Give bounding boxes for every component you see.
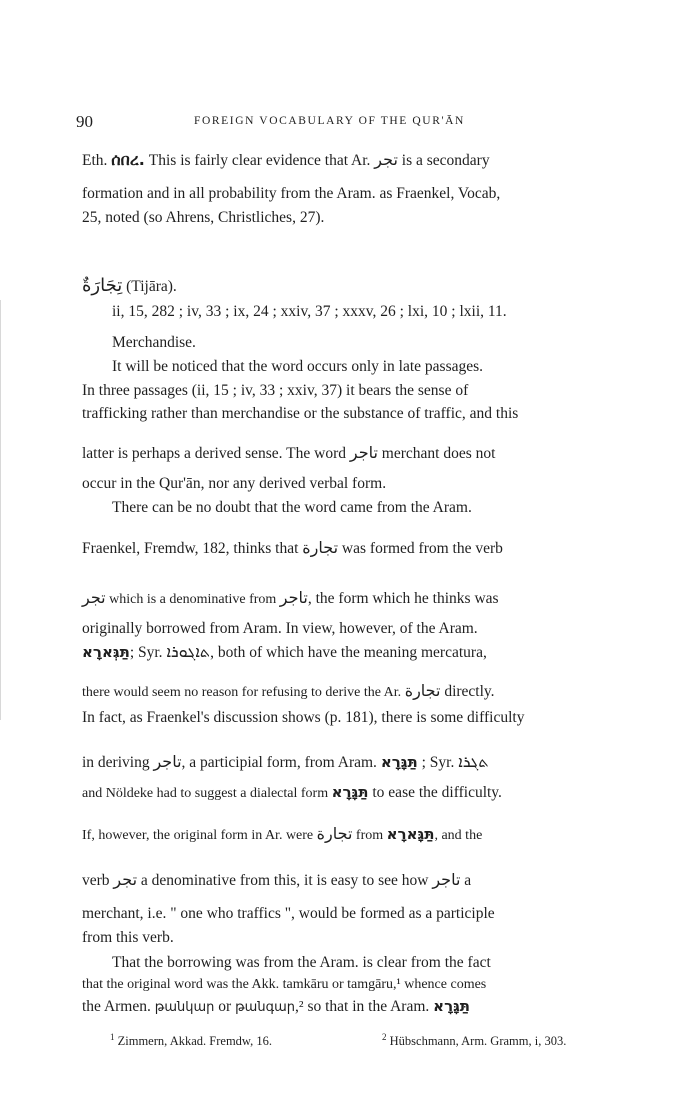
para-line-1: It will be noticed that the word occurs only in late passages. — [112, 358, 484, 375]
para-line-3: trafficking rather than merchandise or the substance of traffic, and this — [82, 405, 519, 422]
ethiopic-word: ሰበረ. — [111, 150, 145, 169]
para-line-20: that the original word was the Akk. tamkāru or tamgāru,¹ whence comes — [82, 977, 487, 992]
para-line-2: In three passages (ii, 15 ; iv, 33 ; xxiv, 37) it bears the sense of — [82, 382, 469, 399]
text-line-3: 25, noted (so Ahrens, Christliches, 27). — [82, 209, 325, 226]
para-line-19: That the borrowing was from the Aram. is clear from the fact — [112, 954, 491, 971]
page-edge-shadow — [0, 300, 1, 720]
text-line-1: Eth. ሰበረ. This is fairly clear evidence that Ar. تجر is a secondary — [82, 150, 490, 169]
headword-arabic: تِجَارَةٌ — [82, 275, 123, 296]
footnote-2: $^2$ Hübschmann, Arm. Gramm, i, 303. — [382, 1032, 567, 1049]
gloss: Merchandise. — [112, 334, 196, 351]
headword-transliteration: (Tijāra). — [126, 278, 177, 295]
arabic-word: تجر — [374, 150, 398, 169]
para-line-4: latter is perhaps a derived sense. The word تاجر merchant does not — [82, 443, 496, 462]
para-line-9: originally borrowed from Aram. In view, however, of the Aram. — [82, 620, 478, 637]
para-line-8: تجر which is a denominative from تاجر, the form which he thinks was — [82, 588, 499, 607]
para-line-13: in deriving تاجر, a participial form, from Aram. תַּגָּרָא ; Syr. ܬܓܪܐ — [82, 752, 489, 771]
para-line-21: the Armen. թանկար or թանգար,² so that in the Aram. תַּגָּרָא — [82, 997, 471, 1015]
page-number: 90 — [76, 112, 93, 131]
para-line-6: There can be no doubt that the word came from the Aram. — [112, 499, 472, 516]
para-line-10: תַּגְּארָא; Syr. ܬܐܓܘܪܐ, both of which have the meaning mercatura, — [82, 642, 487, 661]
para-line-17: merchant, i.e. " one who traffics ", would be formed as a participle — [82, 905, 495, 922]
para-line-12: In fact, as Fraenkel's discussion shows (p. 181), there is some difficulty — [82, 709, 525, 726]
para-line-11: there would seem no reason for refusing to derive the Ar. تجارة directly. — [82, 681, 495, 700]
para-line-18: from this verb. — [82, 929, 174, 946]
para-line-5: occur in the Qur'ān, nor any derived verbal form. — [82, 475, 387, 492]
page-header — [76, 112, 636, 136]
para-line-14: and Nöldeke had to suggest a dialectal form תַּגָּרָא to ease the difficulty. — [82, 783, 502, 801]
footnote-1: $^1$ Zimmern, Akkad. Fremdw, 16. — [110, 1032, 273, 1049]
entry-headword — [82, 276, 630, 297]
para-line-7: Fraenkel, Fremdw, 182, thinks that تجارة was formed from the verb — [82, 538, 503, 557]
running-title: FOREIGN VOCABULARY OF THE QUR'ĀN — [194, 115, 465, 127]
quran-references: ii, 15, 282 ; iv, 33 ; ix, 24 ; xxiv, 37 ; xxxv, 26 ; lxi, 10 ; lxii, 11. — [112, 303, 507, 320]
text-line-2: formation and in all probability from the Aram. as Fraenkel, Vocab, — [82, 185, 501, 202]
para-line-16: verb تجر a denominative from this, it is easy to see how تاجر a — [82, 870, 472, 889]
para-line-15: If, however, the original form in Ar. were تجارة from תַּגָּארָא, and the — [82, 824, 483, 843]
